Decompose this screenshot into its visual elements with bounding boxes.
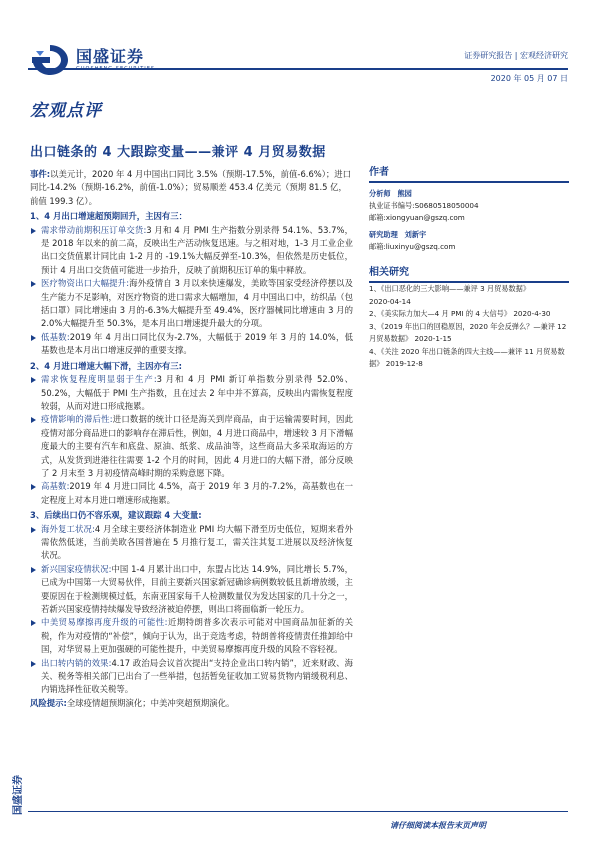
list-item	[30, 480, 353, 507]
related-title: 4、《关注 2020 年出口链条的四大主线——兼评 11 月贸易数据》	[369, 346, 565, 368]
cert-label: 执业证书编号:	[369, 201, 415, 210]
assistant-label: 研究助理	[369, 230, 398, 239]
item-text: 4 月全球主要经济体制造业 PMI 均大幅下滑至历史低位，短期来看外需依然低迷，当前美欧各国普遍在 5 月推行复工，需关注其复工进展以及经济恢复状况。	[41, 523, 353, 561]
section-title: 1、4 月出口增速超预期回升，主因有三：	[30, 211, 187, 222]
item-key: 疫情影响的滞后性:	[41, 414, 113, 425]
list-item	[30, 657, 353, 697]
list-item	[30, 616, 353, 656]
list-item	[30, 373, 353, 413]
vertical-brand-label: 国盛证券	[13, 775, 24, 815]
item-key: 医疗物资出口大幅提升:	[41, 278, 130, 289]
item-key: 海外复工状况:	[41, 523, 95, 534]
item-text: 3 月和 4 月 PMI 新订单指数分别录得 52.0%、50.2%，大幅低于 PMI 生产指数，且在过去 2 年中并不算高，反映出内需恢复程度较弱，从而对进口形成拖累。	[41, 374, 353, 411]
event-text: 以美元计，2020 年 4 月中国出口同比 3.5%（预期-17.5%，前值-6.6%）；进口同比-14.2%（预期-16.2%，前值-1.0%）；贸易顺差 453.4 亿美元（预期 81.5 亿，前值 199.3 亿）。	[30, 169, 352, 206]
assistant-email[interactable]: liuxinyu@gszq.com	[385, 242, 456, 251]
event-label: 事件:	[30, 169, 51, 179]
item-text: 2019 年 4 月进口同比 4.5%，高于 2019 年 3 月的-7.2%，高基数也在一定程度上对本月进口增速形成拖累。	[41, 481, 354, 505]
analyst-email-row	[369, 212, 569, 224]
report-headline: 出口链条的 4 大跟踪变量——兼评 4 月贸易数据	[30, 145, 326, 160]
related-title: 1、《出口恶化的三大影响——兼评 3 月贸易数据》	[369, 284, 531, 293]
related-date: 2020-4-30	[513, 309, 551, 318]
sidebar	[369, 167, 569, 371]
list-item	[30, 523, 353, 563]
analyst-label: 分析师	[369, 189, 391, 198]
disclaimer-note: 请仔细阅读本报告末页声明	[390, 821, 486, 830]
report-type: 证券研究报告 | 宏观经济研究	[464, 51, 568, 60]
assistant-row	[369, 229, 569, 241]
related-title: 3、《2019 年出口的回稳原因，2020 年会反弹么？—兼评 12 月贸易数据》	[369, 321, 567, 343]
cert-row	[369, 200, 569, 212]
assistant-email-row	[369, 241, 569, 253]
list-item	[30, 413, 353, 480]
item-key: 中美贸易摩擦再度升级的可能性:	[41, 617, 168, 628]
list-item	[30, 224, 353, 278]
analyst-row	[369, 188, 569, 200]
item-text: 进口数据的统计口径是海关到岸商品，由于运输需要时间，因此疫情对部分商品进口的影响存在滞后性，例如，4 月进口商品中，增速较 3 月下滑幅度最大的主要有汽车和底盘、原油、纸浆、成品油等，这些商品大多采取海运的方式，从发货到进港往往需要 1-2 个月的时间，因此 4 月进口的大幅下滑，部分反映了 2 月末至 3 月初疫情高峰时期的采购意愿下降。	[41, 414, 353, 478]
main-column	[30, 168, 353, 710]
related-heading: 相关研究	[369, 267, 569, 283]
email-label: 邮箱:	[369, 242, 386, 251]
item-key: 低基数:	[41, 331, 70, 342]
related-report[interactable]	[369, 321, 569, 346]
authors-heading: 作者	[369, 167, 569, 183]
assistant-name: 刘新宇	[404, 230, 427, 239]
report-date: 2020 年 05 月 07 日	[490, 74, 568, 83]
list-item	[30, 277, 353, 331]
email-label: 邮箱:	[369, 213, 386, 222]
related-report[interactable]	[369, 308, 569, 321]
vertical-brand-text	[10, 760, 26, 830]
analyst-name: 熊园	[397, 189, 412, 198]
footer-divider	[28, 811, 568, 812]
analyst-email[interactable]: xiongyuan@gszq.com	[385, 213, 465, 222]
report-category: 宏观点评	[30, 101, 102, 121]
related-date: 2020-1-15	[414, 334, 452, 343]
related-report[interactable]	[369, 283, 569, 308]
section-title: 3、后续出口仍不容乐观，建议跟踪 4 大变量:	[30, 510, 202, 521]
item-text: 3 月和 4 月 PMI 生产指数分别录得 54.1%、53.7%，是 2018 年以来的前二高，反映出生产活动恢复迅速。与之相对地，1-3 月工业企业出口交货值累计同比由 1-2 月的 -19.1%大幅反弹至-10.3%，但依然是历史低位，预计 4 月出口交货值可能进一步抬升，反映了前期积压订单的集中释放。	[41, 224, 353, 275]
related-title: 2、《美实际力加大—4 月 PMI 的 4 大信号》	[369, 309, 512, 318]
event-paragraph	[30, 168, 353, 208]
item-key: 高基数:	[41, 481, 70, 492]
header-divider	[28, 68, 568, 70]
guosheng-logo-icon	[30, 43, 70, 77]
risk-warning	[30, 697, 353, 710]
company-name: 国盛证券	[76, 47, 145, 66]
related-report[interactable]	[369, 346, 569, 371]
item-key: 需求恢复程度明显弱于生产:	[41, 374, 157, 385]
related-date: 2020-04-14	[369, 296, 411, 306]
risk-label: 风险提示:	[30, 697, 67, 708]
item-key: 出口转内销的效果:	[41, 657, 112, 668]
related-date: 2019-12-8	[385, 359, 423, 368]
cert-number: S0680518050004	[414, 201, 479, 210]
item-text: 2019 年 4 月出口同比仅为-2.7%，大幅低于 2019 年 3 月的 14.0%，低基数也是本月出口增速反弹的重要支撑。	[41, 331, 353, 356]
item-text: 4.17 政治局会议首次提出“支持企业出口转内销”，近来财政、海关、税务等相关部门已出台了一些举措，包括暂免征收加工贸易货物内销缓税利息、内销选择性征收关税等。	[41, 657, 353, 695]
item-text: 海外疫情自 3 月以来快速爆发，美欧等国家受经济停摆以及生产能力不足影响，对医疗物资的进口需求大幅增加，4 月中国出口中，纺织品（包括口罩）同比增速由 3 月的-6.3%大幅提升至 49.4%，医疗器械同比增速由 3 月的 2.0%大幅提升至 50.3%，是本月出口增速提升最大的分项。	[41, 278, 353, 329]
item-key: 新兴国家疫情状况:	[41, 563, 112, 574]
item-key: 需求带动前期积压订单交货:	[41, 224, 147, 235]
item-text: 中国 1-4 月累计出口中，东盟占比达 14.9%，同比增长 5.7%，已成为中国第一大贸易伙伴，目前主要新兴国家新冠确诊病例数较低且新增放缓，主要原因在于检测规模过低，东南亚国家每千人检测数量仅为发达国家的几十分之一，若新兴国家疫情持续爆发导致经济被迫停摆，则出口将面临新一轮压力。	[41, 563, 353, 614]
list-item	[30, 563, 353, 617]
item-text: 近期特朗普多次表示可能对中国商品加征新的关税，作为对疫情的“补偿”，倾向于认为，出于竞选考虑，特朗普将疫情责任推卸给中国，对华贸易上更加强硬的可能性提升，中美贸易摩擦再度升级的风险不容轻视。	[41, 617, 354, 655]
section-title: 2、4 月进口增速大幅下滑，主因亦有三:	[30, 360, 182, 371]
risk-text: 全球疫情超预期演化；中美冲突超预期演化。	[66, 697, 235, 708]
list-item	[30, 331, 353, 358]
